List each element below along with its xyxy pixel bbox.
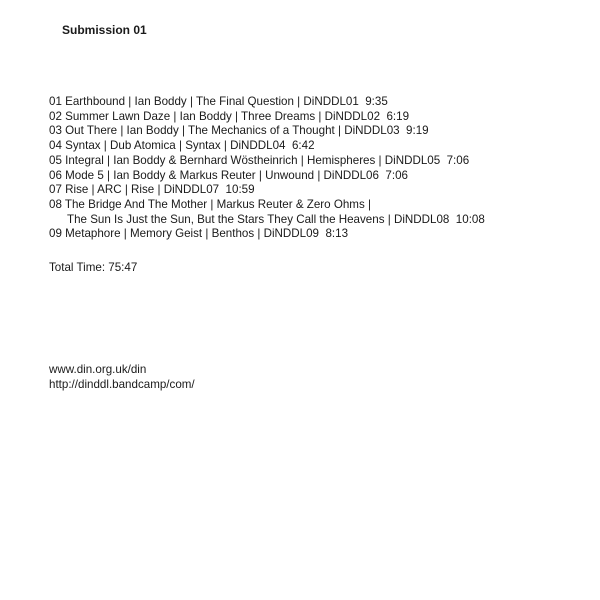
track-item-continuation: The Sun Is Just the Sun, But the Stars They Call the Heavens | DiNDDL08 10:08: [67, 212, 485, 226]
track-item: 02 Summer Lawn Daze | Ian Boddy | Three Dreams | DiNDDL02 6:19: [49, 109, 410, 123]
track-list: [49, 95, 485, 242]
track-item: 05 Integral | Ian Boddy & Bernhard Wöstheinrich | Hemispheres | DiNDDL05 7:06: [49, 153, 470, 167]
bandcamp-link[interactable]: http://dinddl.bandcamp/com/: [49, 377, 195, 391]
track-item: 09 Metaphore | Memory Geist | Benthos | DiNDDL09 8:13: [49, 227, 349, 241]
track-item: 07 Rise | ARC | Rise | DiNDDL07 10:59: [49, 183, 255, 197]
website-link[interactable]: www.din.org.uk/din: [49, 363, 147, 376]
track-item: 08 The Bridge And The Mother | Markus Reuter & Zero Ohms |: [49, 197, 371, 211]
total-time: Total Time: 75:47: [49, 261, 138, 274]
links: [49, 363, 195, 392]
track-item: 03 Out There | Ian Boddy | The Mechanics of a Thought | DiNDDL03 9:19: [49, 124, 429, 138]
track-item: 06 Mode 5 | Ian Boddy & Markus Reuter | Unwound | DiNDDL06 7:06: [49, 168, 408, 182]
page-title: Submission 01: [62, 23, 147, 37]
track-item: 01 Earthbound | Ian Boddy | The Final Question | DiNDDL01 9:35: [49, 95, 388, 108]
track-item: 04 Syntax | Dub Atomica | Syntax | DiNDDL04 6:42: [49, 139, 315, 153]
